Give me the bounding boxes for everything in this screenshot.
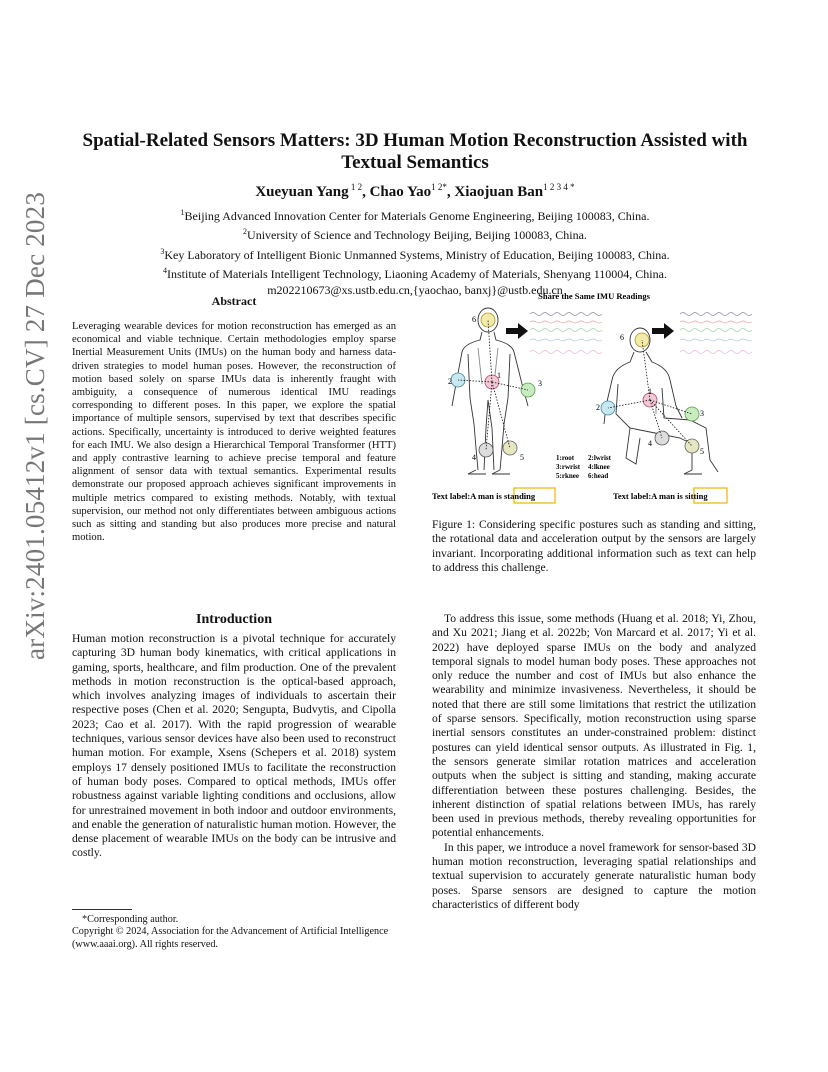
svg-text:1:root: 1:root [556,454,575,462]
paper-title [70,130,760,174]
svg-text:6:head: 6:head [588,472,609,480]
svg-text:3: 3 [538,379,542,388]
svg-text:5: 5 [520,453,524,462]
title-line-2: Textual Semantics [341,152,489,173]
svg-text:2:lwrist: 2:lwrist [588,454,611,462]
svg-text:1: 1 [497,371,501,380]
abstract-heading: Abstract [211,294,257,308]
text-label-standing: Text label:A man is standing [432,491,536,501]
arrow-right-icon [652,323,674,339]
sensor-numbers-sitting [596,333,704,456]
footnote-copyright: Copyright © 2024, Association for the Advancement of Artificial Intelligence (www.aaai.org). All rights reserved. [72,926,389,950]
affiliation: $^4$Institute of Materials Intelligent Technology, Liaoning Academy of Materials, Shenyang 110004, China. [163,266,667,282]
svg-text:2: 2 [448,377,452,386]
paragraph: To address this issue, some methods (Huang et al. 2018; Yi, Zhou, and Xu 2021; Jiang et al. 2022b; Von Marcard et al. 2017; Yi et al. 2022) have deployed sparse IMUs on the body and analyzed temporal signals to model human body poses. These approaches not only reduce the number and cost of IMUs but also enhance the wearability and minimize invasiveness. Nevertheless, it should be noted that there are still some limitations that restrict the utilization of sparse sensors. Specifically, motion reconstruction using sparse inertial sensors constitutes an under-constrained problem: distinct postures can yield identical sensor outputs. As illustrated in Fig. 1, the sensors generate similar rotation matrices and acceleration outputs when the subject is sitting and standing, making accurate differentiation between these postures challenging. Besides, the inherent distinction of spatial relations between IMUs, has rarely been used in previous methods, thereby revealing opportunities for potential enhancements. [432,612,756,840]
sensor-legend [556,454,612,480]
svg-text:3:rwrist: 3:rwrist [556,463,581,471]
svg-text:4: 4 [648,439,652,448]
svg-text:6: 6 [472,315,476,324]
title-line-1: Spatial-Related Sensors Matters: 3D Human Motion Reconstruction Assisted with [82,130,748,151]
footnote-rule [72,909,132,910]
svg-text:1: 1 [648,387,652,396]
right-column-text [432,612,756,912]
author: Xueyuan Yang $^{1 2}$, [255,182,370,200]
svg-text:5:rknee: 5:rknee [556,472,579,480]
arrow-right-icon [506,323,528,339]
abstract-text: Leveraging wearable devices for motion reconstruction has emerged as an economical and viable technique. Certain methodologies employ sparse Inertial Measurement Units (IMUs) on the human body and harness data-driven strategies to model human poses. However, the reconstruction of motion based solely on sparse IMUs data is inherently fraught with ambiguity, a consequence of numerous identical IMU readings corresponding to different poses. In this paper, we explore the spatial importance of multiple sensors, supervised by text that describes specific actions. Specifically, uncertainty is introduced to derive weighted features for each IMU. We also design a Hierarchical Temporal Transformer (HTT) and apply contrastive learning to achieve precise temporal and feature alignment of sensor data with textual semantics. Experimental results demonstrate our proposed approach achieves significant improvements in multiple metrics compared to existing methods. Notably, with textual supervision, our method not only differentiates between ambiguous actions such as sitting and standing but also produces more precise and natural motion. [72,321,396,544]
footnote-corresponding: *Corresponding author. [82,914,179,925]
introduction-text: Human motion reconstruction is a pivotal technique for accurately capturing 3D human body kinematics, with critical applications in gaming, sports, healthcare, and film production. One of the prevalent methods in motion reconstruction is the optical-based approach, which involves analyzing images of individuals to ascertain their respective poses (Chen et al. 2020; Sengupta, Budvytis, and Cipolla 2023; Cao et al. 2017). With the rapid progression of wearable techniques, various sensor devices have also been used to reconstruct human motion. For example, Xsens (Schepers et al. 2018) system employs 17 densely positioned IMUs to facilitate the reconstruction of human body poses. Compared to optical methods, IMUs offer robustness against variable lighting conditions and occlusions, allow for unrestrained movement in both indoor and outdoor environments, and enable the generation of naturalistic human motion. However, the dense placement of wearable IMUs on the body can be intrusive and costly. [72,632,396,860]
svg-text:5: 5 [700,447,704,456]
arxiv-identifier: arXiv:2401.05412v1 [cs.CV] 27 Dec 2023 [20,191,50,660]
affiliation: $^2$University of Science and Technology Beijing, Beijing 100083, China. [243,227,587,243]
figure-1 [430,288,758,506]
text-label-sitting: Text label:A man is sitting [613,491,708,501]
svg-text:2: 2 [596,403,600,412]
footnotes [72,914,396,951]
svg-text:3: 3 [700,409,704,418]
affiliation: $^1$Beijing Advanced Innovation Center for Materials Genome Engineering, Beijing 100083, China. [180,208,650,223]
affiliation: $^3$Key Laboratory of Intelligent Bionic Unmanned Systems, Ministry of Education, Beijing 100083, China. [160,246,670,262]
affiliations [70,205,760,298]
author-list [70,182,760,201]
author: Xiaojuan Ban$^{1 2 3 4 *}$ [454,182,575,200]
figure-caption: Figure 1: Considering specific postures such as standing and sitting, the rotational data and acceleration output by the sensors are largely invariant. Incorporating additional information such as text can help to address this challenge. [432,518,756,574]
paragraph: In this paper, we introduce a novel framework for sensor-based 3D human motion reconstruction, leveraging spatial relationships and textual supervision to accurately generate naturalistic human body poses. Sparse sensors are designed to capture the motion characteristics of different body [432,840,756,911]
author: Chao Yao$^{1 2*}$, [369,182,455,200]
svg-text:4:lknee: 4:lknee [588,463,610,471]
figure-top-label: Share the Same IMU Readings [538,291,650,301]
author-emails: m202210673@xs.ustb.edu.cn,{yaochao, banxj}@ustb.edu.cn [267,282,563,297]
introduction-heading: Introduction [196,612,272,627]
svg-text:6: 6 [620,333,624,342]
svg-text:4: 4 [472,453,476,462]
